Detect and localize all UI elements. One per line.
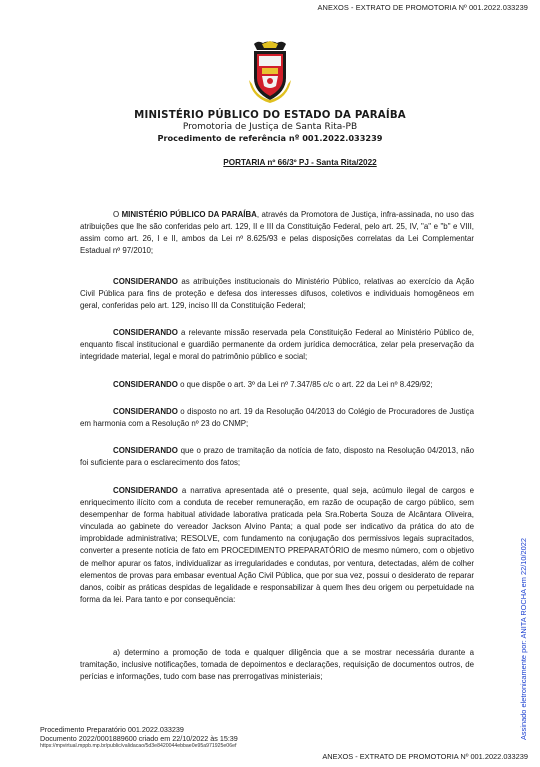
paragraph-text: , através da Promotora de Justiça, infra-assinada, no uso das atribuições que lhe são conferidas pelo art. 129, II e III da Constituição Federal, pelo art. 25, IV, "a" e "b" e VIII, assim como art. 26, I e II, ambos da Lei nº 8.625/93 e pelas disposições correlatas da Lei Complementar Estadual nº 97/2010;	[80, 210, 474, 256]
procedure-reference: Procedimento de referência nº 001.2022.033239	[157, 133, 383, 143]
paragraph-item-a: a) determino a promoção de toda e qualquer diligência que a se mostrar necessária durante a tramitação, inclusive notificações, tomada de depoimentos e declarações, requisição de documentos outros, de perícias e informações, tudo com base nas prerrogativas ministeriais;	[80, 648, 474, 682]
paragraph-text: que o prazo de tramitação da notícia de fato, disposto na Resolução 04/2013, não foi suficiente para o esclarecimento dos fatos;	[80, 446, 474, 468]
electronic-signature-note: Assinado eletronicamente por: ANITA ROCHA em 22/10/2022	[519, 538, 528, 740]
paragraph-text: o que dispõe o art. 3º da Lei nº 7.347/85 c/c o art. 22 da Lei nº 8.429/92;	[177, 380, 433, 389]
paragraph-preamble	[80, 209, 474, 257]
institution-office: Promotoria de Justiça de Santa Rita-PB	[182, 122, 358, 132]
paragraph-considerando-3	[80, 379, 474, 391]
header-extract-label: ANEXOS - EXTRATO DE PROMOTORIA Nº 001.2022.033239	[317, 3, 528, 12]
footer-procedure: Procedimento Preparatório 001.2022.033239	[40, 725, 184, 734]
paragraph-text: a relevante missão reservada pela Constituição Federal ao Ministério Público de, enquanto fiscal institucional e guardião permanente da ordem jurídica democrática, zelar pela preservação da integridade material, legal e moral do patrimônio público e social;	[80, 328, 474, 362]
paragraph-considerando-1	[80, 276, 474, 312]
paragraph-bold-lead: CONSIDERANDO	[113, 446, 178, 455]
paragraph-bold-lead: CONSIDERANDO	[113, 277, 178, 286]
paragraph-text: o disposto no art. 19 da Resolução 04/2013 do Colégio de Procuradores de Justiça em harmonia com a Resolução nº 23 do CNMP;	[80, 407, 474, 429]
paragraph-text: a narrativa apresentada até o presente, qual seja, acúmulo ilegal de cargos e enriquecimento ilícito com a conduta de receber remuneração, em razão de ocupação de cargo público, sem desempenhar de forma habitual atividade laborativa praticada pela Sra.Roberta Souza de Alcântara Oliveira, vinculada ao gabinete do vereador Jackson Alvino Panta; a qual pode ser indicativo da prática do ato de improbidade administrativa; RESOLVE, com fundamento na conjugação dos permissivos legais supracitados, converter a presente notícia de fato em PROCEDIMENTO PREPARATÓRIO de mesmo número, com o objetivo de melhor apurar os fatos, individualizar as irregularidades e condutas, por ventura, detectadas, além de colher elementos de provas para embasar eventual Ação Civil Pública, que por sua vez, possui o desiderato de reparar danos, coibir as práticas despidas de legalidade e responsabilizar à quem lhes deu origem ou perpetuidade na forma da lei. Para tanto e por consequência:	[80, 486, 474, 604]
paragraph-lead: O	[113, 210, 122, 219]
paragraph-considerando-6	[80, 485, 474, 606]
paragraph-bold-lead: CONSIDERANDO	[113, 486, 178, 495]
footer-info	[40, 726, 238, 750]
paragraph-bold-lead: CONSIDERANDO	[113, 380, 178, 389]
footer-document: Documento 2022/0001889600 criado em 22/10/2022 às 15:39	[40, 733, 238, 743]
paragraph-considerando-5	[80, 445, 474, 469]
paragraph-considerando-2	[80, 327, 474, 363]
institution-name: MINISTÉRIO PÚBLICO DO ESTADO DA PARAÍBA	[134, 110, 406, 121]
footer-extract-label: ANEXOS - EXTRATO DE PROMOTORIA Nº 001.2022.033239	[322, 752, 528, 761]
paragraph-bold-lead: CONSIDERANDO	[113, 407, 178, 416]
coat-of-arms-logo	[248, 40, 292, 104]
paragraph-bold-lead: CONSIDERANDO	[113, 328, 178, 337]
paragraph-text: as atribuições institucionais do Ministério Público, relativas ao exercício da Ação Civil Pública para fins de proteção e defesa dos interesses difusos, coletivos e individuais homogêneos em geral, conferidas pelo art. 129, inciso III da Constituição Federal;	[80, 277, 474, 311]
paragraph-bold-lead: MINISTÉRIO PÚBLICO DA PARAÍBA	[121, 210, 257, 219]
portaria-title: PORTARIA nº 66/3º PJ - Santa Rita/2022	[223, 158, 377, 167]
paragraph-considerando-4	[80, 406, 474, 430]
footer-validation-link[interactable]: https://mpvirtual.mppb.mp.br/public/validacao/5d3e8420044ebbae0e95a971925e06ef	[40, 743, 237, 750]
